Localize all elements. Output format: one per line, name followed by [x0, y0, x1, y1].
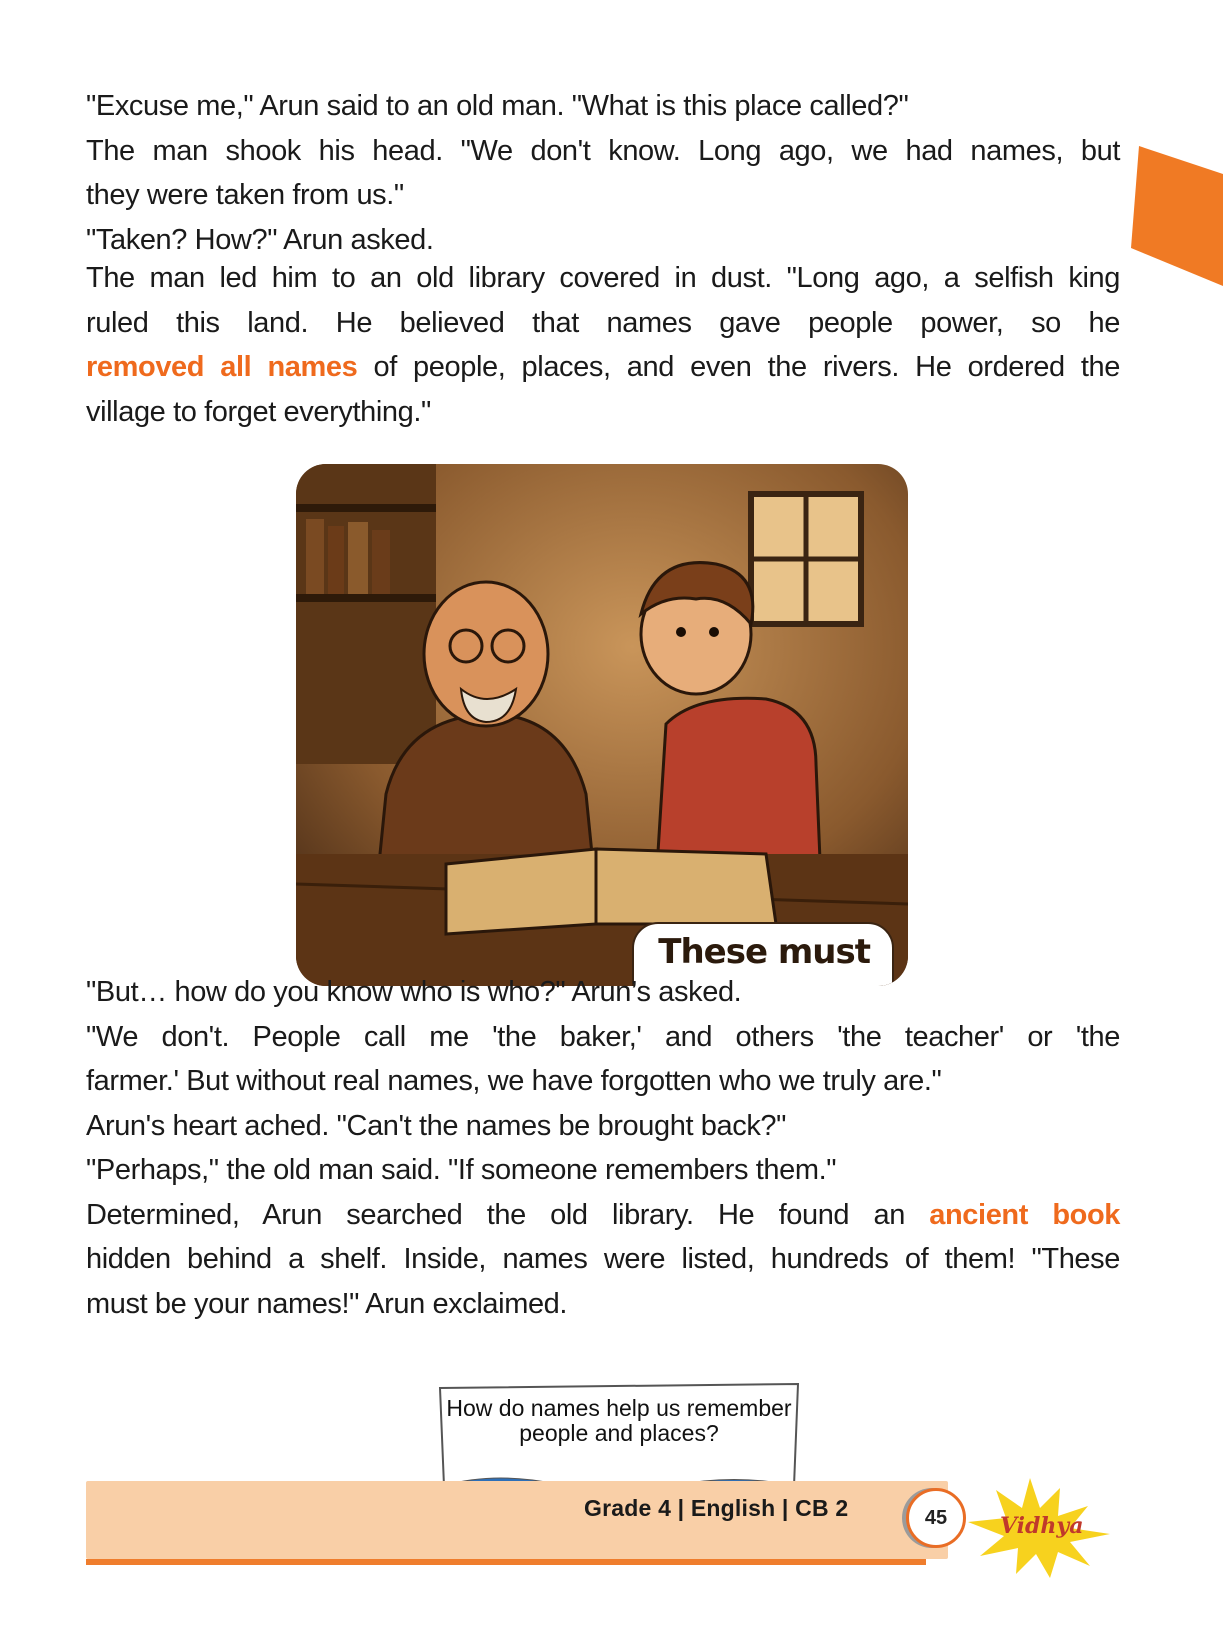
- speech-bubble: These must: [632, 922, 894, 986]
- highlight-ancient-book: ancient book: [929, 1198, 1120, 1231]
- story-line: "Taken? How?" Arun asked.: [86, 223, 434, 256]
- story-line: "We don't. People call me 'the baker,' and others 'the teacher' or 'the: [86, 1020, 1120, 1053]
- footer-label: Grade 4 | English | CB 2: [584, 1495, 849, 1521]
- story-line: hidden behind a shelf. Inside, names were listed, hundreds of them! "These: [86, 1243, 1120, 1275]
- story-line: must be your names!" Arun exclaimed.: [86, 1287, 568, 1320]
- question-text: How do names help us remember people and places?: [446, 1395, 792, 1446]
- story-line: The man led him to an old library covered in dust. "Long ago, a selfish king: [86, 262, 1120, 294]
- story-line: The man shook his head. "We don't know. Long ago, we had names, but: [86, 134, 1120, 167]
- story-block-3: [86, 970, 1120, 1326]
- page-number: 45: [906, 1488, 966, 1548]
- story-line: village to forget everything.": [86, 395, 431, 428]
- story-line: "But… how do you know who is who?" Arun’s asked.: [86, 976, 742, 1008]
- story-line: "Perhaps," the old man said. "If someone remembers them.": [86, 1154, 837, 1186]
- story-line: "Excuse me," Arun said to an old man. "What is this place called?": [86, 90, 909, 122]
- brand-logo-text: Vidhya: [1000, 1513, 1084, 1539]
- orange-corner-tab: [1131, 146, 1223, 294]
- story-block-1: [86, 84, 1120, 262]
- story-line: Determined, Arun searched the old library. He found an ancient book: [86, 1198, 1120, 1231]
- story-block-2: [86, 256, 1120, 434]
- story-line: Arun's heart ached. "Can't the names be brought back?": [86, 1109, 787, 1142]
- highlight-removed-all-names: removed all names: [86, 351, 358, 383]
- story-illustration: [296, 464, 908, 986]
- story-line: removed all names of people, places, and even the rivers. He ordered the: [86, 351, 1121, 383]
- story-line: ruled this land. He believed that names gave people power, so he: [86, 306, 1120, 339]
- library-scene-image: [296, 464, 908, 986]
- story-line: farmer.' But without real names, we have forgotten who we truly are.": [86, 1065, 942, 1097]
- story-line: they were taken from us.": [86, 179, 404, 211]
- footer-underline: [86, 1559, 926, 1565]
